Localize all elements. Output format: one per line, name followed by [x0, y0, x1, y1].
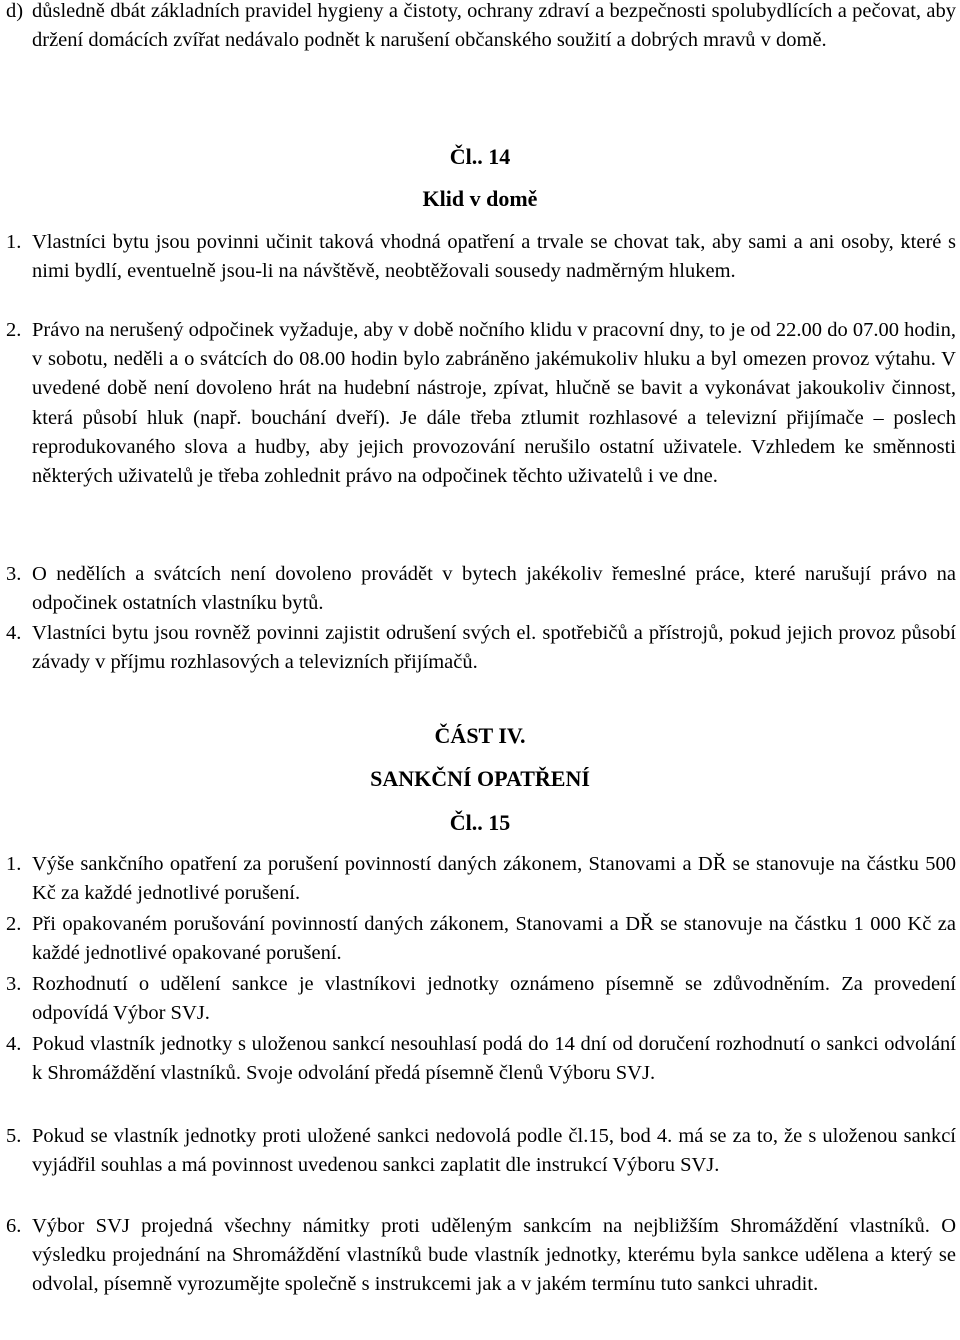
article-15-item-5	[6, 1122, 956, 1180]
article-15-number: Čl.. 15	[449, 810, 511, 835]
item-text: Výbor SVJ projedná všechny námitky proti uděleným sankcím na nejbližším Shromáždění vlastníků. O výsledku projednání na Shromáždění vlastníků bude vlastník jednotky, kterému byla sankce udělena a který se odvolal, písemně vyrozumějte společně s instrukcemi jak a v jakém termínu tuto sankci uhradit.	[32, 1215, 956, 1296]
article-14-item-2	[6, 316, 956, 491]
intro-text: důsledně dbát základních pravidel hygieny a čistoty, ochrany zdraví a bezpečnosti spolubydlících a pečovat, aby držení domácích zvířat nedávalo podnět k narušení občanského soužití a dobrých mravů v domě.	[32, 0, 956, 52]
article-14-item-3	[6, 560, 956, 618]
item-number: 3.	[6, 563, 22, 585]
item-number: 2.	[6, 913, 22, 935]
article-15-item-2	[6, 910, 956, 968]
part-4-title: SANKČNÍ OPATŘENÍ	[370, 766, 590, 791]
item-text: Vlastníci bytu jsou povinni učinit taková vhodná opatření a trvale se chovat tak, aby sami a ani osoby, které s nimi bydlí, eventuelně jsou-li na návštěvě, neobtěžovali sousedy nadměrným hlukem.	[32, 231, 956, 283]
item-number: 3.	[6, 973, 22, 995]
intro-paragraph	[6, 0, 956, 55]
item-number: 4.	[6, 1033, 22, 1055]
item-number: 5.	[6, 1125, 22, 1147]
item-number: 1.	[6, 853, 22, 875]
item-text: Právo na nerušený odpočinek vyžaduje, aby v době nočního klidu v pracovní dny, to je od 22.00 do 07.00 hodin, v sobotu, neděli a o svátcích do 08.00 hodin bylo zabráněno jakémukoliv hluku a byl omezen provoz výtahu. V uvedené době není dovoleno hrát na hudební nástroje, zpívat, hlučně se bavit a vykonávat jakoukoliv činnost, která působí hluk (např. bouchání dveří). Je dále třeba ztlumit rozhlasové a televizní přijímače – poslech reprodukovaného slova a hudby, aby jejich provozování nerušilo ostatní uživatele. Vzhledem ke směnnosti některých uživatelů je třeba zohlednit právo na odpočinek těchto uživatelů i ve dne.	[32, 319, 956, 488]
intro-marker: d)	[6, 0, 24, 22]
article-15-item-3	[6, 970, 956, 1028]
item-text: Výše sankčního opatření za porušení povinností daných zákonem, Stanovami a DŘ se stanovuje na částku 500 Kč za každé jednotlivé porušení.	[32, 853, 956, 905]
article-15-item-6	[6, 1212, 956, 1300]
article-14-number: Čl.. 14	[449, 144, 511, 169]
article-14-item-1	[6, 228, 956, 286]
article-15-item-4	[6, 1030, 956, 1088]
item-number: 1.	[6, 231, 22, 253]
item-text: Rozhodnutí o udělení sankce je vlastníkovi jednotky oznámeno písemně se zdůvodněním. Za provedení odpovídá Výbor SVJ.	[32, 973, 956, 1025]
item-text: Pokud se vlastník jednotky proti uložené sankci nedovolá podle čl.15, bod 4. má se za to, že s uloženou sankcí vyjádřil souhlas a má povinnost uvedenou sankci zaplatit dle instrukcí Výboru SVJ.	[32, 1125, 956, 1177]
article-14-title: Klid v domě	[422, 186, 538, 211]
item-number: 4.	[6, 622, 22, 644]
part-4-number: ČÁST IV.	[434, 723, 526, 748]
item-text: Vlastníci bytu jsou rovněž povinni zajistit odrušení svých el. spotřebičů a přístrojů, pokud jejich provoz působí závady v příjmu rozhlasových a televizních přijímačů.	[32, 622, 956, 674]
item-text: Při opakovaném porušování povinností daných zákonem, Stanovami a DŘ se stanovuje na částku 1 000 Kč za každé jednotlivé opakované porušení.	[32, 913, 956, 965]
article-14-item-4	[6, 619, 956, 677]
article-15-item-1	[6, 850, 956, 908]
item-text: O nedělích a svátcích není dovoleno provádět v bytech jakékoliv řemeslné práce, které narušují právo na odpočinek ostatních vlastníku bytů.	[32, 563, 956, 615]
item-text: Pokud vlastník jednotky s uloženou sankcí nesouhlasí podá do 14 dní od doručení rozhodnutí o sankci odvolání k Shromáždění vlastníků. Svoje odvolání předá písemně členů Výboru SVJ.	[32, 1033, 956, 1085]
item-number: 6.	[6, 1215, 22, 1237]
item-number: 2.	[6, 319, 22, 341]
